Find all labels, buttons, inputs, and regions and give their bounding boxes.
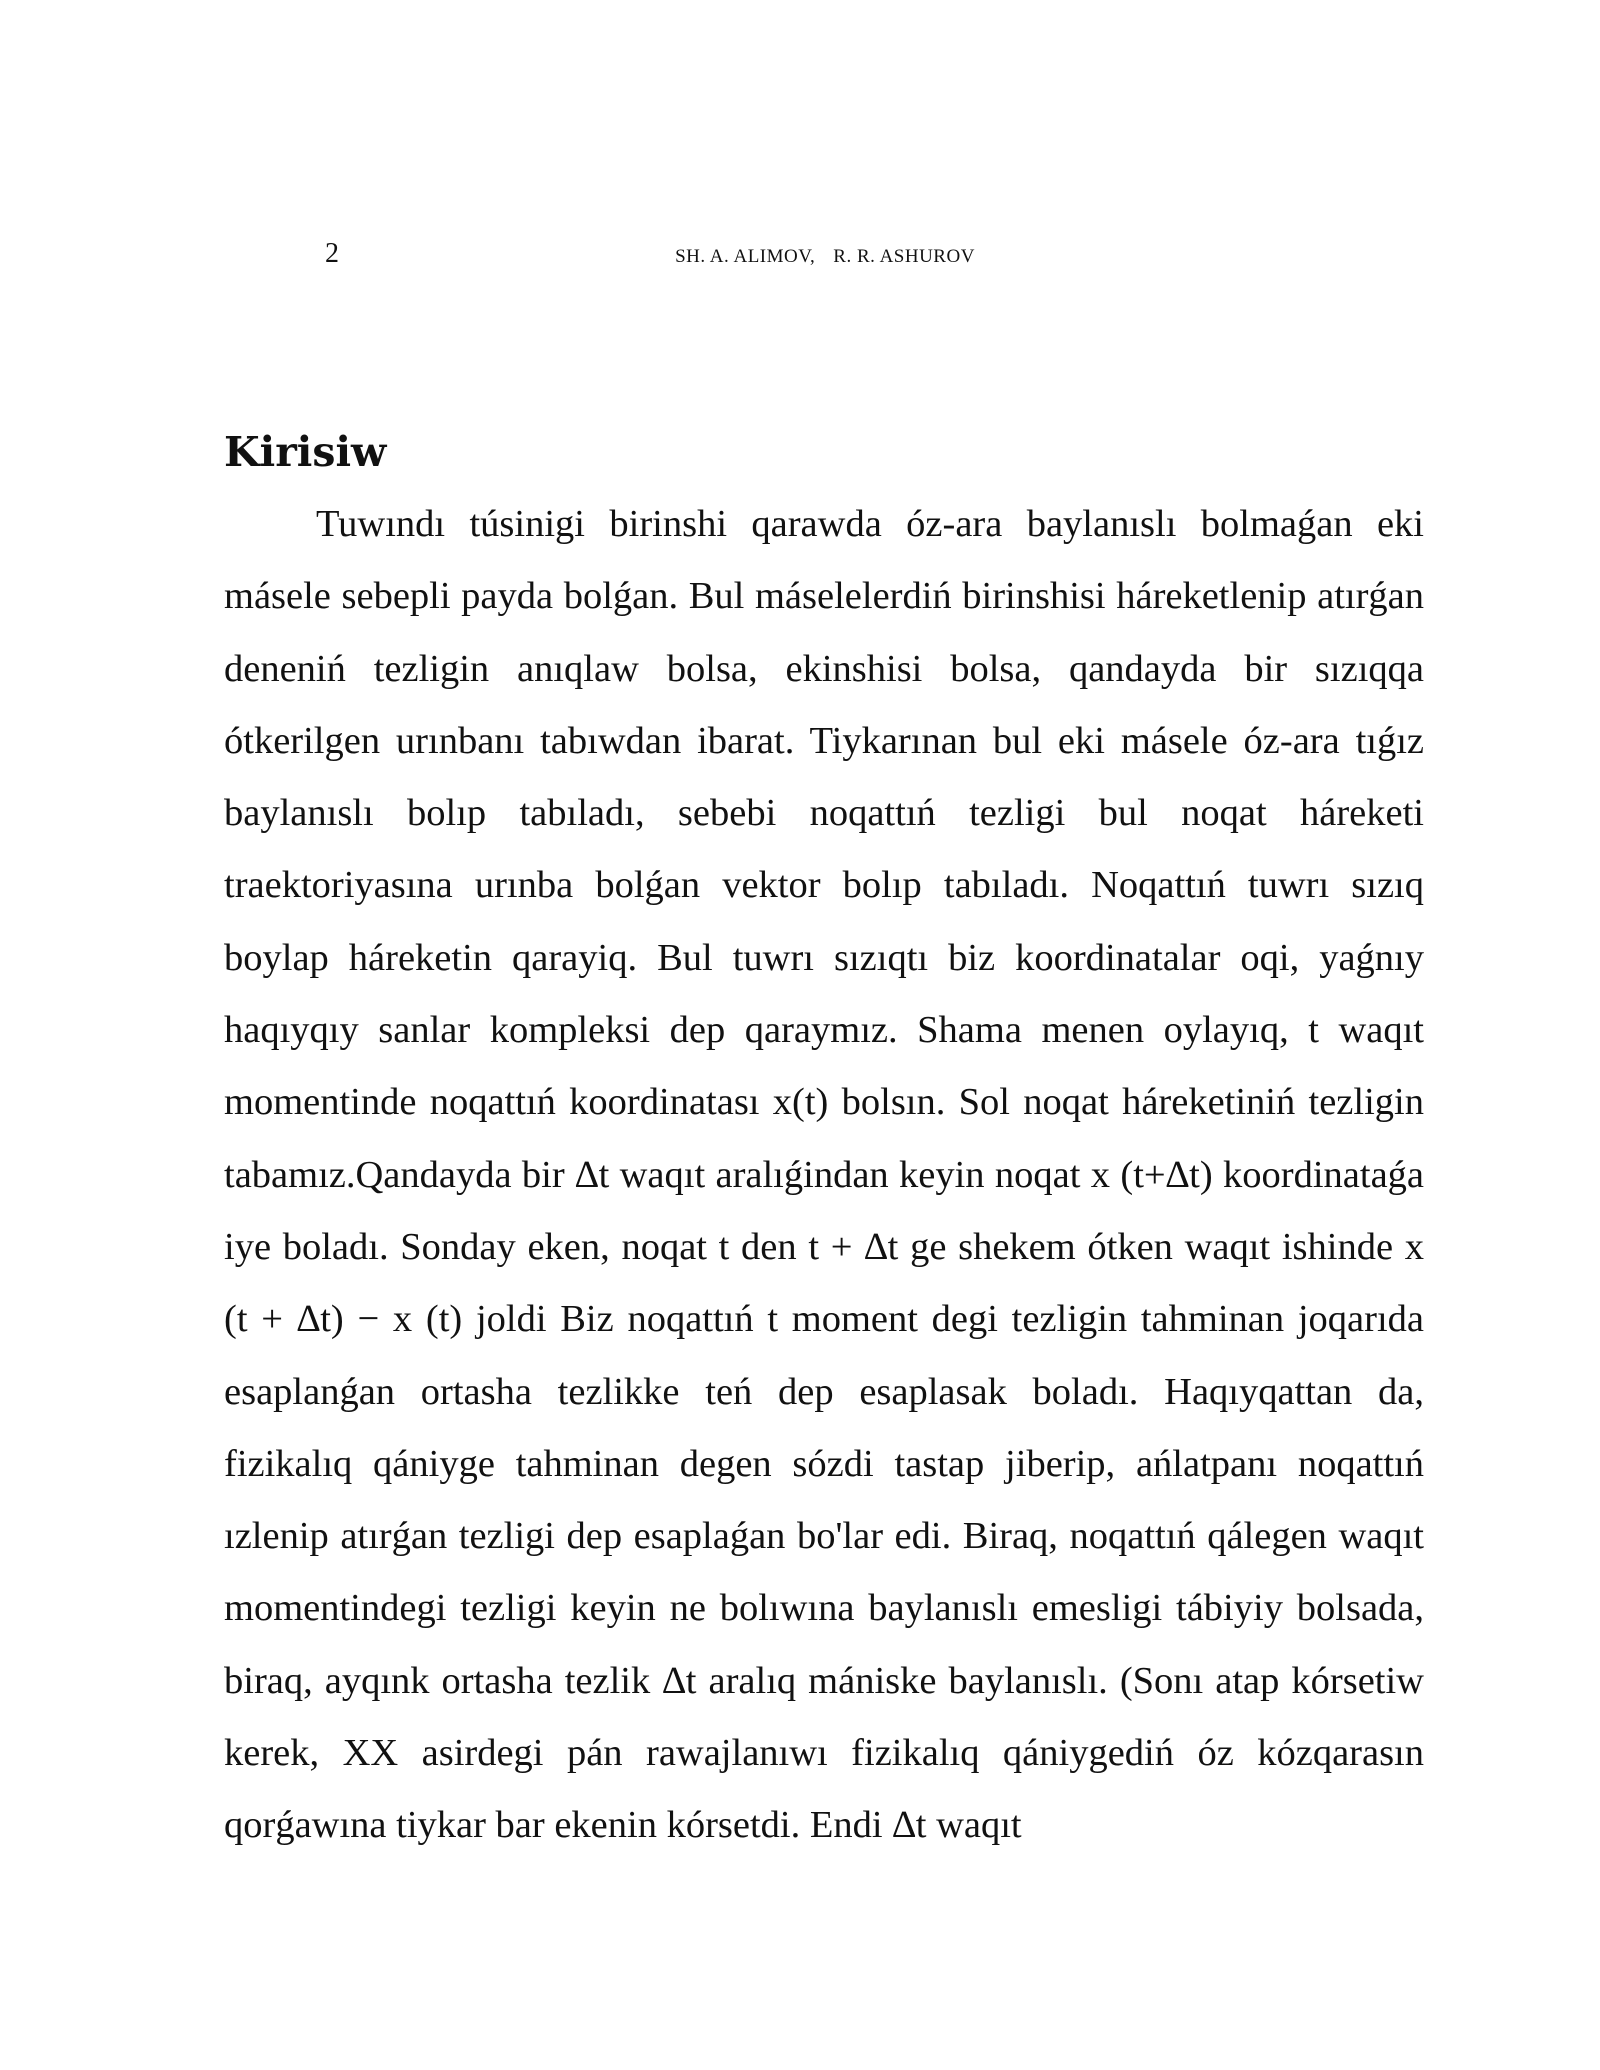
section-title: Kirisiw — [224, 428, 387, 476]
page-number: 2 — [325, 238, 339, 269]
author-2: R. R. ASHUROV — [833, 246, 975, 267]
authors-line — [225, 246, 1425, 268]
author-1: SH. A. ALIMOV, — [675, 246, 816, 267]
body-paragraph: Tuwındı túsinigi birinshi qarawda óz-ara baylanıslı bolmaǵan eki másele sebepli payda bolǵan. Bul máselelerdiń birinshisi háreketlenip atırǵan deneniń tezligin anıqlaw bolsa, ekinshisi bolsa, qandayda bir sızıqqa ótkerilgen urınbanı tabıwdan ibarat. Tiykarınan bul eki másele óz-ara tıǵız baylanıslı bolıp tabıladı, sebebi noqattıń tezligi bul noqat háreketi traektoriyasına urınba bolǵan vektor bolıp tabıladı. Noqattıń tuwrı sızıq boylap háreketin qarayiq. Bul tuwrı sızıqtı biz koordinatalar oqi, yaǵnıy haqıyqıy sanlar kompleksi dep qaraymız. Shama menen oylayıq, t waqıt momentinde noqattıń koordinatası x(t) bolsın. Sol noqat háreketiniń tezligin tabamız.Qandayda bir ∆t waqıt aralıǵindan keyin noqat x (t+∆t) koordinataǵa iye boladı. Sonday eken, noqat t den t + ∆t ge shekem ótken waqıt ishinde x (t + ∆t) − x (t) joldi Biz noqattıń t moment degi tezligin tahminan joqarıda esaplanǵan ortasha tezlikke teń dep esaplasak boladı. Haqıyqattan da, fizikalıq qániyge tahminan degen sózdi tastap jiberip, ańlatpanı noqattıń ızlenip atırǵan tezligi dep esaplaǵan bo'lar edi. Biraq, noqattıń qálegen waqıt momentindegi tezligi keyin ne bolıwına baylanıslı emesligi tábiyiy bolsada, biraq, ayqınk ortasha tezlik ∆t aralıq mániske baylanıslı. (Sonı atap kórsetiw kerek, XX asirdegi pán rawajlanıwı fizikalıq qániygediń óz kózqarasın qorǵawına tiykar bar ekenin kórsetdi. Endi ∆t waqıt — [224, 503, 1424, 1847]
running-head — [225, 238, 1425, 278]
